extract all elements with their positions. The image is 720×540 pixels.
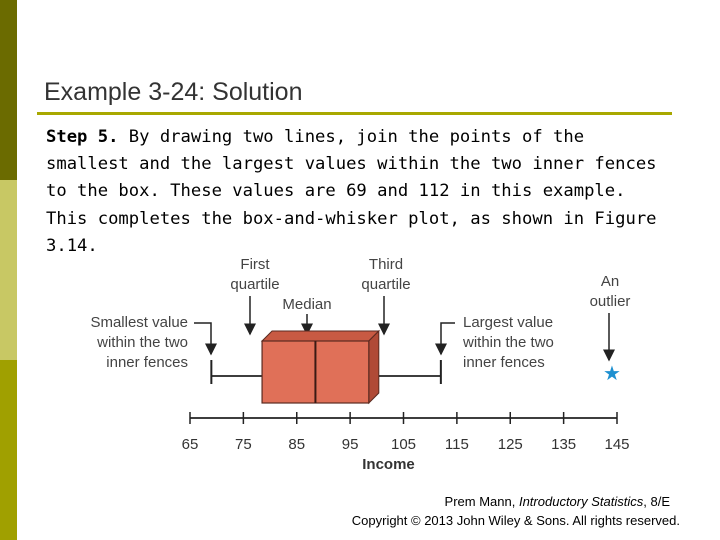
largest-value-label-3: inner fences: [463, 354, 545, 371]
x-tick-label: 135: [551, 436, 577, 453]
credit-copyright: Copyright © 2013 John Wiley & Sons. All rights reserved.: [351, 513, 680, 528]
outlier-label-1: An: [600, 273, 620, 290]
third-quartile-label-1: Third: [368, 256, 404, 273]
smallest-value-label-3: inner fences: [106, 354, 188, 371]
largest-value-arrow: [441, 323, 455, 354]
credit-edition: , 8/E: [643, 494, 670, 509]
x-tick-label: 75: [235, 436, 252, 453]
smallest-value-label-1: Smallest value: [90, 314, 188, 331]
third-quartile-label-2: quartile: [361, 276, 411, 293]
slide-title: Example 3-24: Solution: [44, 78, 303, 106]
first-quartile-label-2: quartile: [230, 276, 280, 293]
smallest-value-arrow: [194, 323, 211, 354]
x-tick-label: 65: [181, 436, 199, 453]
credit-book: Introductory Statistics: [518, 494, 644, 509]
largest-value-label-2: within the two: [463, 334, 554, 351]
outlier-label-2: outlier: [589, 293, 631, 310]
step-description: By drawing two lines, join the points of the smallest and the largest values within the two inner fences to the box. These values are 69 and 112 in this example. This completes the box-and-whisker plot, as shown in Figure 3.14.: [46, 127, 657, 256]
credit-citation: [445, 494, 670, 509]
box-side-face: [369, 331, 379, 403]
median-label: Median: [282, 296, 332, 313]
step-label: Step 5.: [46, 127, 119, 147]
x-tick-label: 145: [604, 436, 630, 453]
box-top-face: [262, 331, 379, 341]
largest-value-label-1: Largest value: [463, 314, 554, 331]
x-tick-label: 115: [444, 436, 469, 453]
x-tick-label: 125: [497, 436, 523, 453]
x-tick-label: 95: [341, 436, 359, 453]
outlier-star-icon: ★: [603, 361, 621, 385]
x-tick-label: 85: [288, 436, 306, 453]
smallest-value-label-2: within the two: [97, 334, 188, 351]
x-axis-title: Income: [362, 456, 415, 473]
first-quartile-label-1: First: [240, 256, 270, 273]
x-tick-label: 105: [390, 436, 417, 453]
credit-author: Prem Mann,: [444, 494, 519, 509]
